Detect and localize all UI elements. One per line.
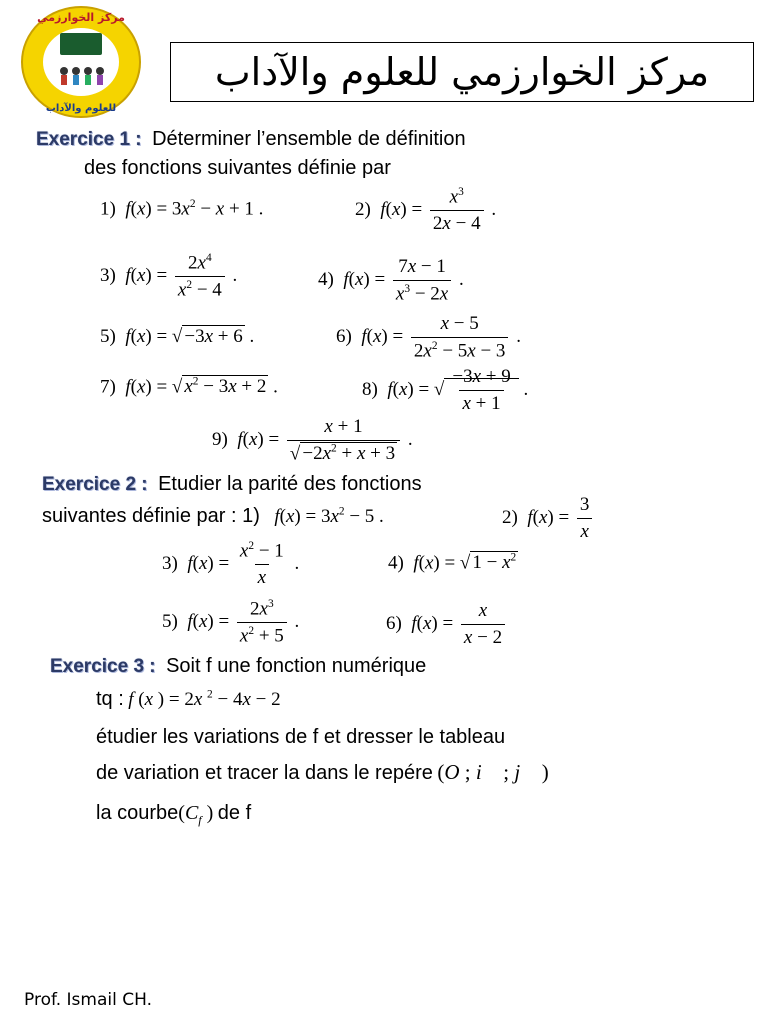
ex1-label: Exercice 1 : [36,129,142,150]
ex1-item-8: 8) f(x) = √ $\frac{-3x + 9}{x + 1}$ . [362,366,529,414]
ex1-item-9: 9) f(x) = $\frac{x + 1}{√ -2x^2 + x + 3}$ . [212,416,413,465]
ex1-text1: Déterminer l’ensemble de définition [152,128,466,150]
ex3-text6: de f [217,802,252,824]
ex3-text1: Soit f une fonction numérique [166,655,427,677]
ex2-item-1: $f(x) = 3x^2 - 5$ . [274,505,384,527]
ex3-line5 [96,802,251,828]
svg-text:للعلوم والآداب: للعلوم والآداب [45,103,117,114]
ex1-item-5: 5) f(x) = √ −3x + 6 . [100,326,255,347]
ex2-item-5: 5) f(x) = $\frac{2x^3}{x^2 + 5}$ . [162,598,300,647]
ex2-item-3: 3) f(x) = $\frac{x^2 - 1}{x}$ . [162,540,300,589]
ex3-frame: (O ; i⃗ ; j⃗ ) [437,760,549,784]
ex1-item-3: 3) f(x) = $\frac{2x^4}{x^2 - 4}$ . [100,252,238,301]
ex3-line2 [96,688,281,711]
ex2-heading [42,473,422,496]
ex1-item-2: 2) f(x) = $\frac{x^3}{2x - 4}$ . [355,186,497,235]
ex3-text3: étudier les variations de f et dresser le tableau [96,726,506,748]
ex2-item-2: 2) f(x) = $\frac{3}{x}$ [502,494,595,543]
center-logo [20,5,142,119]
ex3-heading [50,655,426,678]
ex3-curve: ($C_f$ ) [178,802,214,827]
ex3-function: f (x ) = 2x $^2$ − 4x − 2 [128,688,281,710]
ex2-item-6: 6) f(x) = $\frac{x}{x - 2}$ [386,600,508,649]
ex1-heading [36,128,466,151]
ex3-text2: tq : [96,688,124,710]
svg-text:مركز الخوارزمي: مركز الخوارزمي [37,11,125,24]
ex2-text1: Etudier la parité des fonctions [158,473,422,495]
ex1-item-4: 4) f(x) = $\frac{7x - 1}{x^3 - 2x}$ . [318,256,464,305]
ex3-text4: de variation et tracer la dans le repére [96,762,433,784]
ex2-text2: suivantes définie par : 1) [42,505,260,527]
ex3-label: Exercice 3 : [50,656,156,677]
author-signature: Prof. Ismail CH. [24,990,152,1010]
ex1-item-7: 7) f(x) = √ $x^2 - 3x + 2$ . [100,376,278,398]
ex1-text2: des fonctions suivantes définie par [84,157,391,179]
page-title: مركز الخوارزمي للعلوم والآداب [214,50,710,94]
page-title-box [170,42,754,102]
ex3-text5: la courbe [96,802,179,824]
ex3-line4 [96,760,549,785]
ex1-item-6: 6) f(x) = $\frac{x - 5}{2x^2 - 5x - 3}$ . [336,313,521,362]
ex2-label: Exercice 2 : [42,474,148,495]
ex2-line2 [42,505,384,528]
ex2-item-4: 4) f(x) = √ $1 - x^2$ [388,552,517,574]
ex1-item-1: 1) $f(x) = 3x^2 - x + 1$ . [100,198,264,220]
